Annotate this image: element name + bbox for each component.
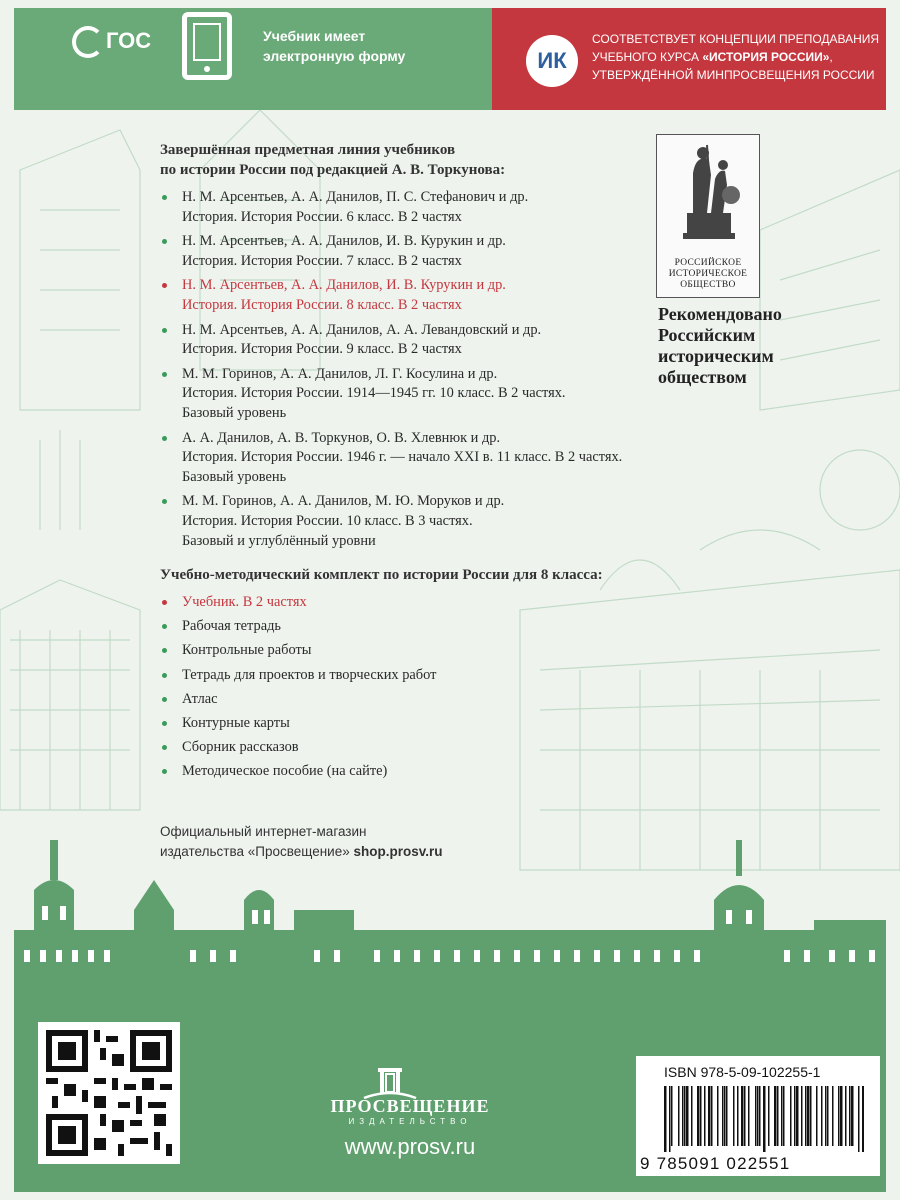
barcode-bar bbox=[825, 1086, 827, 1146]
main-content bbox=[160, 140, 720, 787]
barcode-bar bbox=[724, 1086, 726, 1146]
shop-info: Официальный интернет-магазин издательства «Просвещение» shop.prosv.ru bbox=[160, 824, 443, 859]
barcode-bar bbox=[768, 1086, 770, 1146]
book-item: Н. М. Арсентьев, А. А. Данилов, А. А. Левандовский и др. История. История России. 9 класс. В 2 частях bbox=[160, 321, 720, 360]
shop-link[interactable]: shop.prosv.ru bbox=[353, 844, 443, 859]
barcode-bar bbox=[794, 1086, 796, 1146]
barcode-bar bbox=[684, 1086, 686, 1146]
barcode-bar bbox=[827, 1086, 829, 1146]
kit-item: Учебник. В 2 частях bbox=[160, 593, 720, 613]
barcode-bar bbox=[697, 1086, 700, 1146]
barcode-bar bbox=[801, 1086, 803, 1146]
barcode-bar bbox=[805, 1086, 807, 1146]
barcode-bar bbox=[682, 1086, 684, 1146]
books-list bbox=[160, 188, 720, 551]
book-item: Н. М. Арсентьев, А. А. Данилов, И. В. Курукин и др. История. История России. 8 класс. В 2 частях bbox=[160, 276, 720, 315]
barcode-bar bbox=[686, 1086, 689, 1146]
barcode-bar bbox=[759, 1086, 761, 1146]
barcode-bar bbox=[669, 1086, 671, 1152]
electronic-form-note: Учебник имеет электронную форму bbox=[263, 28, 406, 64]
publisher-name: ПРОСВЕЩЕНИЕ bbox=[330, 1096, 490, 1116]
qr-code-icon bbox=[46, 1030, 172, 1156]
barcode-bar bbox=[748, 1086, 750, 1146]
barcode-bar bbox=[744, 1086, 746, 1146]
barcode-bar bbox=[741, 1086, 744, 1146]
barcode-bar bbox=[737, 1086, 739, 1146]
isbn-number: ISBN 978-5-09-102255-1 bbox=[664, 1064, 821, 1080]
kit-item: Сборник рассказов bbox=[160, 738, 720, 758]
kit-heading: Учебно-методический комплект по истории России для 8 класса: bbox=[160, 567, 603, 584]
barcode-bar bbox=[816, 1086, 818, 1146]
barcode-bar bbox=[678, 1086, 680, 1146]
book-item: Н. М. Арсентьев, А. А. Данилов, И. В. Курукин и др. История. История России. 7 класс. В 2 частях bbox=[160, 232, 720, 271]
barcode-bar bbox=[708, 1086, 711, 1146]
barcode-bar bbox=[733, 1086, 735, 1146]
book-item: М. М. Горинов, А. А. Данилов, Л. Г. Косулина и др. История. История России. 1914—1945 гг. 10 класс. В 2 частях. Базовый уровень bbox=[160, 365, 720, 424]
rho-emblem bbox=[656, 134, 760, 298]
fgos-ring-icon bbox=[72, 26, 104, 58]
barcode-bar bbox=[781, 1086, 783, 1146]
rho-caption: РОССИЙСКОЕ ИСТОРИЧЕСКОЕ ОБЩЕСТВО bbox=[668, 258, 748, 290]
book-item: А. А. Данилов, А. В. Торкунов, О. В. Хлевнюк и др. История. История России. 1946 г. — начало XXI в. 11 класс. В 2 частях. Базовый уровень bbox=[160, 429, 720, 488]
book-item: М. М. Горинов, А. А. Данилов, М. Ю. Моруков и др. История. История России. 10 класс. В 3 частях. Базовый и углублённый уровни bbox=[160, 492, 720, 551]
isbn-block bbox=[636, 1056, 880, 1176]
barcode-bar bbox=[726, 1086, 728, 1146]
barcode-bar bbox=[763, 1086, 766, 1152]
barcode-bar bbox=[704, 1086, 706, 1146]
barcode-bar bbox=[840, 1086, 843, 1146]
barcode-bar bbox=[664, 1086, 667, 1152]
publisher-url[interactable]: www.prosv.ru bbox=[344, 1134, 476, 1159]
kit-item: Контурные карты bbox=[160, 714, 720, 734]
barcode-bar bbox=[671, 1086, 673, 1146]
barcode-bar bbox=[777, 1086, 779, 1146]
barcode-bar bbox=[790, 1086, 792, 1146]
barcode-bar bbox=[858, 1086, 860, 1152]
tablet-icon bbox=[182, 12, 232, 80]
city-skyline-silhouette bbox=[14, 840, 886, 972]
kit-item: Методическое пособие (на сайте) bbox=[160, 762, 720, 782]
barcode-icon bbox=[664, 1086, 864, 1152]
barcode-bar bbox=[717, 1086, 719, 1146]
series-heading: Завершённая предметная линия учебников по истории России под редакцией А. В. Торкунова: bbox=[160, 142, 506, 178]
barcode-bar bbox=[796, 1086, 799, 1146]
publisher-subtitle: ИЗДАТЕЛЬСТВО bbox=[348, 1117, 472, 1126]
monument-icon bbox=[657, 135, 759, 245]
kit-item: Контрольные работы bbox=[160, 641, 720, 661]
barcode-bar bbox=[722, 1086, 724, 1146]
barcode-bar bbox=[851, 1086, 854, 1146]
barcode-bar bbox=[700, 1086, 702, 1146]
barcode-bar bbox=[783, 1086, 785, 1146]
barcode-bar bbox=[711, 1086, 713, 1146]
book-item: Н. М. Арсентьев, А. А. Данилов, П. С. Стефанович и др. История. История России. 6 класс. В 2 частях bbox=[160, 188, 720, 227]
barcode-bar bbox=[757, 1086, 759, 1146]
barcode-digits: 9 785091 022551 bbox=[640, 1154, 791, 1173]
barcode-bar bbox=[774, 1086, 777, 1146]
rho-recommendation: Рекомендовано Российским историческим обществом bbox=[658, 304, 782, 387]
barcode-bar bbox=[832, 1086, 834, 1146]
qr-code[interactable] bbox=[38, 1022, 180, 1164]
kit-item: Атлас bbox=[160, 690, 720, 710]
barcode-bar bbox=[691, 1086, 693, 1146]
barcode-bar bbox=[807, 1086, 810, 1146]
kit-list bbox=[160, 593, 720, 782]
barcode-bar bbox=[810, 1086, 812, 1146]
barcode-bar bbox=[838, 1086, 840, 1146]
kit-item: Тетрадь для проектов и творческих работ bbox=[160, 666, 720, 686]
kit-item: Рабочая тетрадь bbox=[160, 617, 720, 637]
history-course-logo-icon: ИК bbox=[526, 35, 578, 87]
barcode-bar bbox=[755, 1086, 757, 1146]
conformity-text: СООТВЕТСТВУЕТ КОНЦЕПЦИИ ПРЕПОДАВАНИЯ УЧЕБНОГО КУРСА «ИСТОРИЯ РОССИИ», УТВЕРЖДЁННОЙ МИНПРОСВЕЩЕНИЯ РОССИИ bbox=[592, 32, 880, 82]
fgos-logo: ГОС bbox=[72, 26, 151, 58]
barcode-bar bbox=[862, 1086, 864, 1152]
barcode-bar bbox=[849, 1086, 851, 1146]
barcode-bar bbox=[845, 1086, 847, 1146]
barcode-bar bbox=[821, 1086, 823, 1146]
